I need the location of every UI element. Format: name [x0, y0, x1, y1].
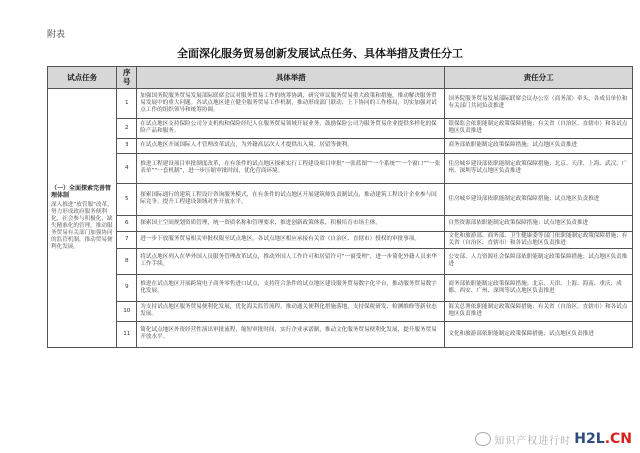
measure-cell: 探索国际通行的建筑工程设计咨询服务模式，在有条件的试点地区开展建筑师负责制试点，推动建筑工程设计企业参与国际竞争，提升工程建设领域对外开放水平。	[137, 183, 445, 215]
row-number: 7	[117, 231, 137, 248]
measure-cell: 推进在试点地区开展跨境电子商务零售进口试点，支持符合条件的试点地区建设服务贸易数字化平台，推动服务贸易数字化发展。	[137, 274, 445, 301]
watermark-text: 知识产权进行时	[494, 435, 572, 447]
row-number: 9	[117, 274, 137, 301]
page-title: 全面深化服务贸易创新发展试点任务、具体举措及责任分工	[177, 47, 463, 60]
row-number: 11	[117, 321, 137, 347]
measure-cell: 在试点地区开展国际人才管理改革试点，为外籍高层次人才提供出入境、居留等便利。	[137, 138, 445, 153]
duty-cell: 住房城乡建设部依职能制定政策保障措施；试点地区负责推进	[445, 183, 633, 215]
measure-cell: 进一步下放服务贸易相关审批权限至试点地区，各试点地区相应承接有关省（自治区、直辖市）授权的审批事项。	[137, 231, 445, 248]
watermark	[475, 431, 632, 447]
task-table	[47, 66, 633, 348]
duty-cell: 公安部、人力资源社会保障部依职能制定政策保障措施；试点地区负责推进	[445, 248, 633, 274]
duty-cell: 文化和旅游部、商务部、卫生健康委等部门依职能制定政策保障措施；有关省（自治区、直辖市）和各试点地区负责推进	[445, 231, 633, 248]
header-measure: 具体举措	[137, 67, 445, 89]
duty-cell: 住房城乡建设部依职能制定政策保障措施；北京、天津、上海、武汉、广州、深圳等试点地区负责推进	[445, 153, 633, 183]
measure-cell: 探索国土空间规划资质管理，统一资质名称和管理要求，推进创新政策体系，积极培育市场主体。	[137, 215, 445, 231]
table-row	[48, 183, 633, 215]
row-number: 8	[117, 248, 137, 274]
measure-cell: 加强国务院服务贸易发展部际联席会议对服务贸易工作的统筹协调，研究审议服务贸易重大政策和措施，推动解决服务贸易发展中的重大问题。各试点地区建立健全服务贸易工作机制，推动形成部门联动、上下协同的工作格局，切实加强对试点工作的组织领导和统筹协调。	[137, 88, 445, 118]
measure-cell: 在试点地区支持保险公司分支机构和保险经纪人在服务贸易领域开展业务，鼓励保险公司为服务贸易企业提供多样化的保险产品和服务。	[137, 118, 445, 138]
table-row	[48, 301, 633, 321]
table-row	[48, 118, 633, 138]
row-number: 4	[117, 153, 137, 183]
table-row	[48, 88, 633, 118]
row-number: 6	[117, 215, 137, 231]
duty-cell: 国务院服务贸易发展部际联席会议办公室（商务部）牵头，各成员单位和有关部门共同负责推进	[445, 88, 633, 118]
header-task: 试点任务	[48, 67, 117, 89]
table-row	[48, 215, 633, 231]
wechat-icon	[475, 432, 491, 446]
duty-cell: 银保监会依职能制定政策保障措施；有关省（自治区、直辖市）和各试点地区负责推进	[445, 118, 633, 138]
row-number: 2	[117, 118, 137, 138]
duty-cell: 海关总署依职能制定政策保障措施；有关省（自治区、直辖市）和各试点地区负责推进	[445, 301, 633, 321]
table-row	[48, 321, 633, 347]
measure-cell: 简化试点地区外资经营性演出审批流程，缩短审批时间，实行企业承诺制，推动文化服务贸易便利化发展，提升服务贸易开放水平。	[137, 321, 445, 347]
row-number: 10	[117, 301, 137, 321]
measure-cell: 为支持试点地区服务贸易便利化发展，优化海关监管流程，推动通关便利化措施落地，支持保税研发、检测维修等新业态发展。	[137, 301, 445, 321]
header-duty: 责任分工	[445, 67, 633, 89]
table-row	[48, 231, 633, 248]
annex-label: 附表	[47, 30, 66, 40]
table-row	[48, 274, 633, 301]
row-number: 5	[117, 183, 137, 215]
table-row	[48, 248, 633, 274]
task-group-description: 深入推进“放管服”改革，努力形成政府服务便利化，社会参与积极化，缺失精准化的管理，推动服务贸易有关部门加强协同的监管机制，推动贸易便利化发展。	[51, 201, 113, 250]
measure-cell: 推进工程建设项目审批制度改革，在有条件的试点地区探索实行工程建设项目审批“一张蓝图”“一个系统”“一个窗口”“一张表单”“一套机制”，进一步压缩审批时间，优化营商环境。	[137, 153, 445, 183]
row-number: 1	[117, 88, 137, 118]
duty-cell: 商务部依职能制定政策保障措施；试点地区负责推进	[445, 138, 633, 153]
site-logo: H2L.CN	[574, 431, 632, 447]
table-row	[48, 153, 633, 183]
duty-cell: 自然资源部依职能制定政策保障措施；试点地区负责推进	[445, 215, 633, 231]
measure-cell: 将试点地区列入在华外国人员服务管理改革试点，推动外国人工作许可和居留许可“一窗受理”，进一步简化外籍人员来华工作手续。	[137, 248, 445, 274]
table-header-row	[48, 67, 633, 89]
duty-cell: 商务部依职能制定政策保障措施；北京、天津、上海、海南、重庆、成都、西安、广州、深圳等试点地区负责推进	[445, 274, 633, 301]
duty-cell: 文化和旅游部依职能制定政策保障措施；试点地区负责推进	[445, 321, 633, 347]
task-group-heading: （一）全面探索完善管理体制	[51, 184, 112, 200]
task-group-cell	[48, 88, 117, 347]
table-row	[48, 138, 633, 153]
row-number: 3	[117, 138, 137, 153]
header-no: 序号	[117, 67, 137, 89]
